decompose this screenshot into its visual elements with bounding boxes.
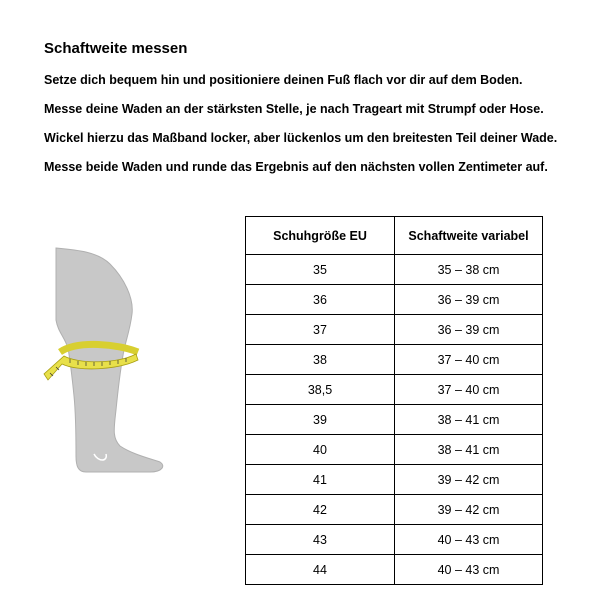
table-row xyxy=(246,555,543,585)
instruction-item: Setze dich bequem hin und positioniere deinen Fuß flach vor dir auf dem Boden. xyxy=(44,73,523,87)
shaft-width-cell: 37 – 40 cm xyxy=(395,345,543,375)
table-row xyxy=(246,315,543,345)
shoe-size-cell: 35 xyxy=(246,255,395,285)
shaft-width-cell: 38 – 41 cm xyxy=(395,405,543,435)
table-row xyxy=(246,285,543,315)
table-row xyxy=(246,375,543,405)
shaft-width-cell: 40 – 43 cm xyxy=(395,525,543,555)
shaft-width-cell: 35 – 38 cm xyxy=(395,255,543,285)
shaft-width-cell: 38 – 41 cm xyxy=(395,435,543,465)
table-row xyxy=(246,345,543,375)
shoe-size-cell: 44 xyxy=(246,555,395,585)
shoe-size-cell: 43 xyxy=(246,525,395,555)
shoe-size-cell: 37 xyxy=(246,315,395,345)
column-header-shaft-width: Schaftweite variabel xyxy=(395,217,543,255)
shoe-size-cell: 38,5 xyxy=(246,375,395,405)
shaft-width-cell: 36 – 39 cm xyxy=(395,315,543,345)
table-header-row xyxy=(246,217,543,255)
instruction-item: Messe beide Waden und runde das Ergebnis auf den nächsten vollen Zentimeter auf. xyxy=(44,160,548,174)
instruction-item: Wickel hierzu das Maßband locker, aber lückenlos um den breitesten Teil deiner Wade. xyxy=(44,131,558,145)
table-row xyxy=(246,525,543,555)
shoe-size-cell: 41 xyxy=(246,465,395,495)
shoe-size-cell: 40 xyxy=(246,435,395,465)
page-title: Schaftweite messen xyxy=(44,40,188,57)
shoe-size-cell: 42 xyxy=(246,495,395,525)
size-table xyxy=(245,216,543,585)
instruction-item: Messe deine Waden an der stärksten Stelle, je nach Trageart mit Strumpf oder Hose. xyxy=(44,102,544,116)
instruction-list xyxy=(44,72,557,188)
shaft-width-cell: 37 – 40 cm xyxy=(395,375,543,405)
table-row xyxy=(246,465,543,495)
shoe-size-cell: 38 xyxy=(246,345,395,375)
table-row xyxy=(246,255,543,285)
shoe-size-cell: 39 xyxy=(246,405,395,435)
shaft-width-cell: 39 – 42 cm xyxy=(395,495,543,525)
table-row xyxy=(246,405,543,435)
table-row xyxy=(246,435,543,465)
shoe-size-cell: 36 xyxy=(246,285,395,315)
shaft-width-cell: 36 – 39 cm xyxy=(395,285,543,315)
table-row xyxy=(246,495,543,525)
shaft-width-cell: 39 – 42 cm xyxy=(395,465,543,495)
column-header-shoe-size: Schuhgröße EU xyxy=(246,217,395,255)
shaft-width-cell: 40 – 43 cm xyxy=(395,555,543,585)
leg-with-measuring-tape-icon xyxy=(38,240,198,490)
